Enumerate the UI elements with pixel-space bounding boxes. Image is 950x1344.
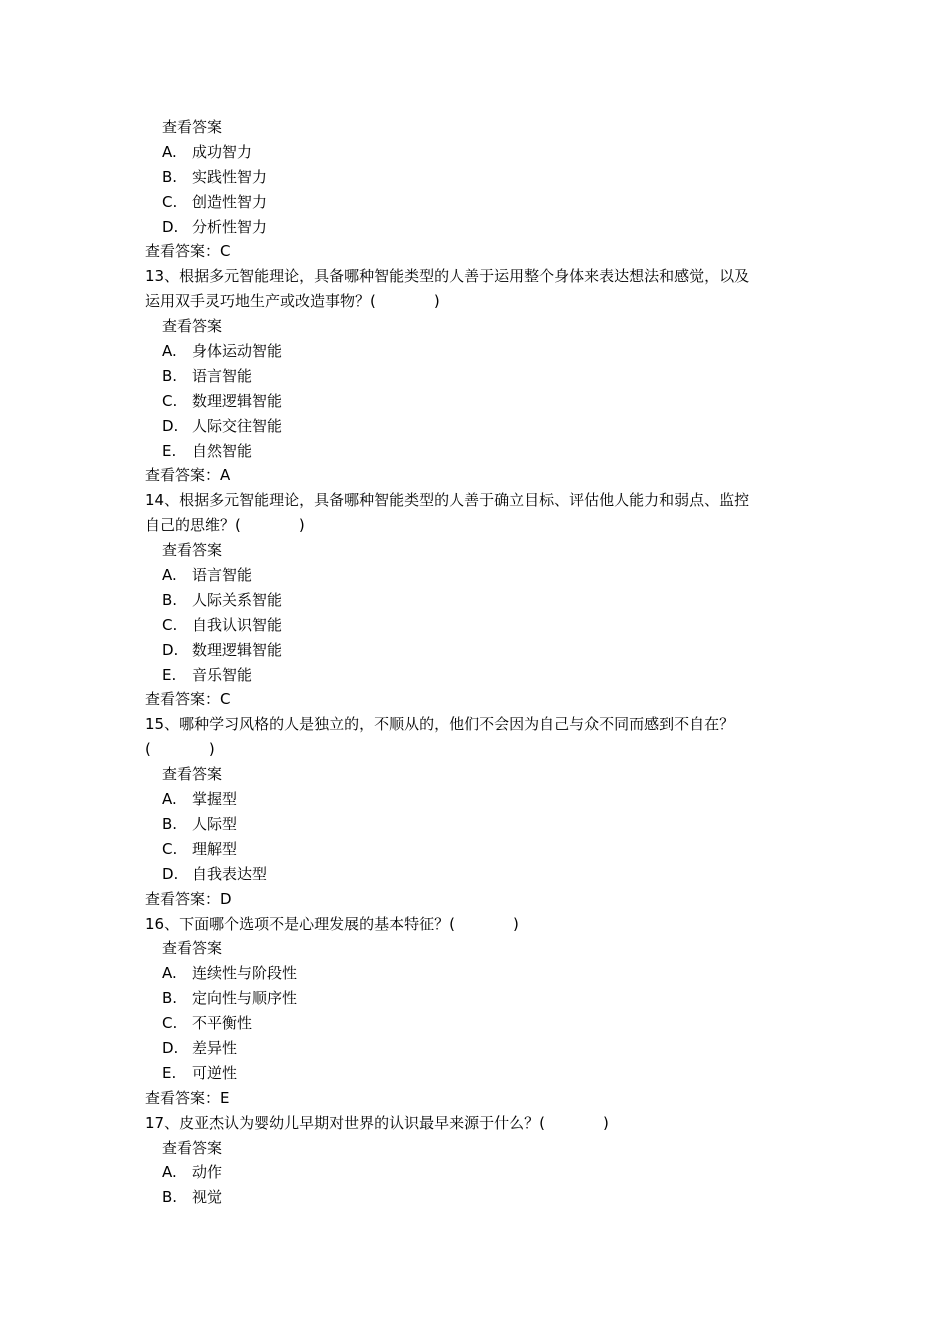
option-letter: A. (162, 566, 177, 585)
option-letter: E. (162, 441, 177, 460)
option-letter: C. (162, 1014, 178, 1033)
answer-value: A (220, 466, 231, 485)
answer-line (145, 463, 815, 488)
option-a[interactable] (145, 1160, 815, 1185)
option-letter: D. (162, 416, 179, 435)
option-b[interactable] (145, 1185, 815, 1210)
option-letter: A. (162, 964, 177, 983)
answer-value: C (220, 690, 231, 709)
option-letter: B. (162, 989, 178, 1008)
blank-close: ) (602, 1113, 609, 1132)
option-b[interactable] (145, 588, 815, 613)
option-d[interactable] (145, 215, 815, 240)
view-answer-link[interactable]: 查看答案 (162, 541, 223, 560)
option-letter: B. (162, 167, 178, 186)
option-text: 实践性智力 (192, 167, 268, 186)
option-letter: A. (162, 1163, 177, 1182)
answer-line (145, 1086, 815, 1111)
answer-prefix: 查看答案： (145, 466, 221, 485)
option-text: 自我认识智能 (192, 615, 283, 634)
quiz-content (145, 115, 815, 1210)
answer-line (145, 239, 815, 264)
option-text: 定向性与顺序性 (192, 989, 298, 1008)
blank-close: ) (208, 740, 215, 759)
option-letter: D. (162, 864, 179, 883)
option-text: 身体运动智能 (192, 342, 283, 361)
view-answer-link[interactable]: 查看答案 (162, 939, 223, 958)
question-14-line-1: 14、根据多元智能理论，具备哪种智能类型的人善于确立目标、评估他人能力和弱点、监控 (145, 491, 750, 510)
option-e[interactable] (145, 1061, 815, 1086)
option-c[interactable] (145, 613, 815, 638)
option-a[interactable] (145, 140, 815, 165)
option-b[interactable] (145, 986, 815, 1011)
option-letter: B. (162, 590, 178, 609)
option-text: 动作 (192, 1163, 223, 1182)
question-17-line-1 (145, 1111, 815, 1136)
option-text: 不平衡性 (192, 1014, 253, 1033)
option-a[interactable] (145, 961, 815, 986)
option-text: 可逆性 (192, 1063, 238, 1082)
option-text: 自我表达型 (192, 864, 268, 883)
option-b[interactable] (145, 165, 815, 190)
answer-prefix: 查看答案： (145, 1088, 221, 1107)
view-answer-link[interactable]: 查看答案 (162, 118, 223, 136)
option-text: 分析性智力 (192, 217, 268, 236)
option-letter: A. (162, 342, 177, 361)
question-16-line-1 (145, 912, 815, 937)
option-letter: A. (162, 142, 177, 161)
option-text: 音乐智能 (192, 665, 253, 684)
answer-prefix: 查看答案： (145, 690, 221, 709)
option-text: 连续性与阶段性 (192, 964, 298, 983)
question-13-line-2 (145, 289, 815, 314)
option-text: 数理逻辑智能 (192, 391, 283, 410)
question-15-line-2 (145, 737, 815, 762)
answer-line (145, 687, 815, 712)
option-letter: C. (162, 615, 178, 634)
view-answer-link[interactable]: 查看答案 (162, 317, 223, 336)
option-letter: D. (162, 217, 179, 236)
option-a[interactable] (145, 563, 815, 588)
option-letter: C. (162, 391, 178, 410)
answer-value: D (220, 889, 232, 908)
option-text: 人际关系智能 (192, 590, 283, 609)
answer-value: C (220, 242, 231, 261)
option-e[interactable] (145, 439, 815, 464)
view-answer-link[interactable]: 查看答案 (162, 765, 223, 784)
option-text: 视觉 (192, 1188, 223, 1207)
option-b[interactable] (145, 364, 815, 389)
question-text: ( (145, 740, 151, 759)
option-text: 差异性 (192, 1038, 238, 1057)
option-text: 理解型 (192, 839, 238, 858)
option-text: 人际型 (192, 814, 238, 833)
answer-line (145, 887, 815, 912)
option-d[interactable] (145, 862, 815, 887)
option-c[interactable] (145, 190, 815, 215)
blank-close: ) (512, 914, 519, 933)
option-letter: B. (162, 366, 178, 385)
option-letter: E. (162, 1063, 177, 1082)
option-letter: E. (162, 665, 177, 684)
option-letter: D. (162, 640, 179, 659)
answer-prefix: 查看答案： (145, 242, 221, 261)
question-text: 运用双手灵巧地生产或改造事物？( (145, 292, 376, 311)
view-answer-link[interactable]: 查看答案 (162, 1138, 223, 1157)
option-text: 掌握型 (192, 790, 238, 809)
option-letter: D. (162, 1038, 179, 1057)
question-text: 17、皮亚杰认为婴幼儿早期对世界的认识最早来源于什么？( (145, 1113, 545, 1132)
answer-value: E (220, 1088, 230, 1107)
option-letter: A. (162, 790, 177, 809)
question-15-line-1: 15、哪种学习风格的人是独立的，不顺从的，他们不会因为自己与众不同而感到不自在？ (145, 715, 735, 734)
option-d[interactable] (145, 1036, 815, 1061)
option-text: 创造性智力 (192, 192, 268, 211)
option-text: 人际交往智能 (192, 416, 283, 435)
question-14-line-2 (145, 513, 815, 538)
option-text: 自然智能 (192, 441, 253, 460)
option-a[interactable] (145, 787, 815, 812)
option-text: 成功智力 (192, 142, 253, 161)
option-text: 语言智能 (192, 366, 253, 385)
option-letter: B. (162, 814, 178, 833)
question-13-line-1: 13、根据多元智能理论，具备哪种智能类型的人善于运用整个身体来表达想法和感觉，以及 (145, 267, 750, 286)
option-letter: C. (162, 839, 178, 858)
option-text: 语言智能 (192, 566, 253, 585)
option-b[interactable] (145, 812, 815, 837)
option-letter: B. (162, 1188, 178, 1207)
option-letter: C. (162, 192, 178, 211)
option-c[interactable] (145, 837, 815, 862)
question-text: 自己的思维？( (145, 516, 241, 535)
blank-close: ) (433, 292, 440, 311)
answer-prefix: 查看答案： (145, 889, 221, 908)
option-a[interactable] (145, 339, 815, 364)
blank-close: ) (298, 516, 305, 535)
option-d[interactable] (145, 414, 815, 439)
option-d[interactable] (145, 638, 815, 663)
question-text: 16、下面哪个选项不是心理发展的基本特征？( (145, 914, 455, 933)
option-e[interactable] (145, 663, 815, 688)
option-c[interactable] (145, 1011, 815, 1036)
option-c[interactable] (145, 389, 815, 414)
option-text: 数理逻辑智能 (192, 640, 283, 659)
